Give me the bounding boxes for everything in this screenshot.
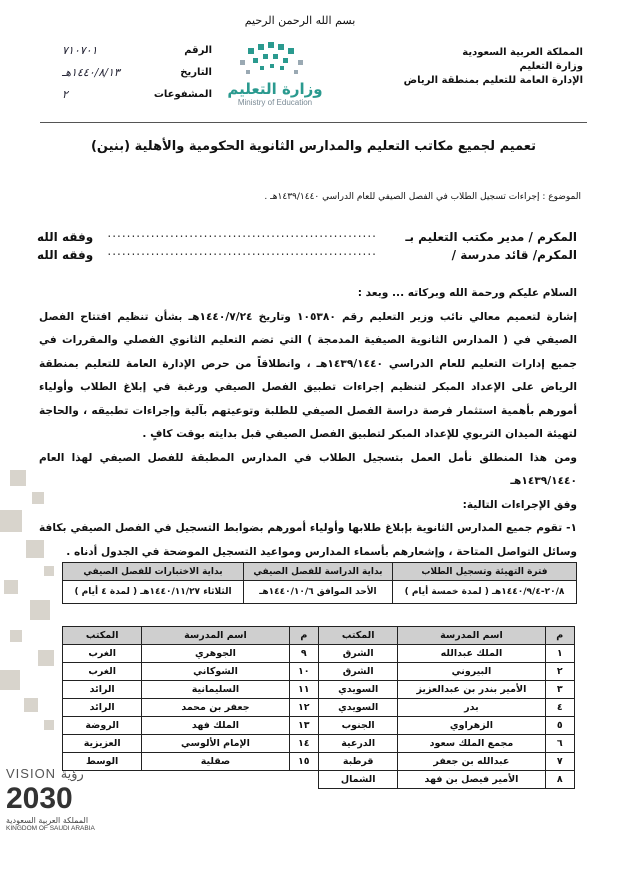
col-header: اسم المدرسة bbox=[398, 627, 545, 645]
table-cell: ١٠ bbox=[289, 663, 318, 681]
salutation-2-bless: وفقه الله bbox=[37, 248, 94, 262]
header-divider bbox=[40, 122, 587, 123]
salutation-2-dots: ........................................................ bbox=[107, 244, 377, 258]
schedule-cell: الثلاثاء ١٤٤٠/١١/٢٧هـ ( لمدة ٤ أيام ) bbox=[63, 581, 244, 604]
table-cell: الأمير فيصل بن فهد bbox=[398, 771, 545, 789]
table-cell: الإمام الألوسي bbox=[142, 735, 289, 753]
ref-label: الرقم bbox=[184, 45, 212, 56]
table-cell: ١٤ bbox=[289, 735, 318, 753]
table-cell: مجمع الملك سعود bbox=[398, 735, 545, 753]
header-right-block bbox=[383, 46, 583, 88]
table-cell: ٧ bbox=[545, 753, 574, 771]
table-cell: ٩ bbox=[289, 645, 318, 663]
subject-line: الموضوع : إجراءات تسجيل الطلاب في الفصل الصيفي للعام الدراسي ١٤٣٩/١٤٤٠هـ . bbox=[264, 192, 581, 202]
attachments-value: ٢ bbox=[62, 88, 68, 101]
table-cell: الشرق bbox=[319, 663, 398, 681]
col-header: المكتب bbox=[63, 627, 142, 645]
reference-block bbox=[62, 40, 212, 106]
schedule-header: فترة التهيئة وتسجيل الطلاب bbox=[392, 563, 576, 581]
schedule-header: بداية الاختبارات للفصل الصيفي bbox=[63, 563, 244, 581]
ministry-line: وزارة التعليم bbox=[519, 61, 583, 72]
table-cell: الجوهري bbox=[142, 645, 289, 663]
table-row bbox=[63, 681, 575, 699]
ref-value: ٧١٠٧٠١ bbox=[62, 44, 98, 57]
table-cell: عبدالله بن جعفر bbox=[398, 753, 545, 771]
date-label: التاريخ bbox=[180, 67, 212, 78]
kingdom-line: المملكة العربية السعودية bbox=[462, 47, 583, 58]
table-cell bbox=[142, 771, 289, 789]
ministry-logo-arabic: وزارة التعليم bbox=[227, 80, 323, 98]
table-cell: الملك فهد bbox=[142, 717, 289, 735]
salutation-1-dots: ........................................................ bbox=[107, 226, 377, 240]
table-cell: الوسط bbox=[63, 753, 142, 771]
col-header: م bbox=[545, 627, 574, 645]
table-cell: الزهراوي bbox=[398, 717, 545, 735]
table-row bbox=[63, 735, 575, 753]
table-cell: السويدي bbox=[319, 699, 398, 717]
table-cell: البيروني bbox=[398, 663, 545, 681]
schedule-cell: الأحد الموافق ١٤٤٠/١٠/٦هـ bbox=[243, 581, 392, 604]
table-cell: ١٣ bbox=[289, 717, 318, 735]
vision-title: VISION رؤية bbox=[6, 766, 84, 781]
table-cell: ١٥ bbox=[289, 753, 318, 771]
greeting: السلام عليكم ورحمة الله وبركاته ... وبعد : bbox=[357, 287, 577, 299]
table-cell: الرائد bbox=[63, 681, 142, 699]
table-cell: الشمال bbox=[319, 771, 398, 789]
table-row bbox=[63, 645, 575, 663]
vision-year: 2030 bbox=[6, 782, 73, 815]
table-cell: العزيزية bbox=[63, 735, 142, 753]
table-cell: ٢ bbox=[545, 663, 574, 681]
table-cell: ١١ bbox=[289, 681, 318, 699]
table-cell: الملك عبدالله bbox=[398, 645, 545, 663]
table-cell: الجنوب bbox=[319, 717, 398, 735]
table-cell: ٦ bbox=[545, 735, 574, 753]
vision-kingdom-en: KINGDOM OF SAUDI ARABIA bbox=[6, 825, 95, 832]
letter-body bbox=[39, 282, 577, 564]
schools-table bbox=[62, 626, 575, 789]
col-header: م bbox=[289, 627, 318, 645]
date-value: ١٤٤٠/٨/١٣هـ bbox=[62, 66, 120, 79]
table-cell: الشرق bbox=[319, 645, 398, 663]
table-cell bbox=[289, 771, 318, 789]
vision-kingdom-ar: المملكة العربية السعودية bbox=[6, 816, 89, 825]
table-cell: الشوكاني bbox=[142, 663, 289, 681]
schedule-cell: ٢٠/٨-١٤٤٠/٩/٤هـ ( لمدة خمسة أيام ) bbox=[392, 581, 576, 604]
paragraph-3: وفق الإجراءات التالية: bbox=[462, 498, 577, 511]
table-header-row bbox=[63, 627, 575, 645]
table-cell: الأمير بندر بن عبدالعزيز bbox=[398, 681, 545, 699]
table-cell: ٤ bbox=[545, 699, 574, 717]
salutation-1-bless: وفقه الله bbox=[37, 230, 94, 244]
ministry-logo-english: Ministry of Education bbox=[237, 98, 313, 107]
paragraph-4: ١- تقوم جميع المدارس الثانوية بإبلاغ طلابها وأولياء أمورهم بضوابط التسجيل في الفصل الصيفي بكافة وسائل التواصل المتاحة ، وإشعارهم بأسماء المدارس ومواعيد التسجيل الموضحة في الجدول أدناه . bbox=[39, 522, 577, 558]
table-cell: السويدي bbox=[319, 681, 398, 699]
basmala: بسم الله الرحمن الرحيم bbox=[244, 14, 356, 27]
table-cell: قرطبة bbox=[319, 753, 398, 771]
col-header: اسم المدرسة bbox=[142, 627, 289, 645]
table-row bbox=[63, 771, 575, 789]
table-cell: السليمانية bbox=[142, 681, 289, 699]
table-cell: ١٢ bbox=[289, 699, 318, 717]
table-cell: صقلية bbox=[142, 753, 289, 771]
schedule-header: بداية الدراسة للفصل الصيفي bbox=[243, 563, 392, 581]
table-cell: الرائد bbox=[63, 699, 142, 717]
table-cell: بدر bbox=[398, 699, 545, 717]
circular-title: تعميم لجميع مكاتب التعليم والمدارس الثانوية الحكومية والأهلية (بنين) bbox=[90, 139, 537, 154]
table-cell: ٣ bbox=[545, 681, 574, 699]
salutation-2-name: المكرم/ قائد مدرسة / bbox=[451, 248, 577, 262]
table-cell: جعفر بن محمد bbox=[142, 699, 289, 717]
paragraph-2: ومن هذا المنطلق نأمل العمل بتسجيل الطلاب في المدارس المطبقة للفصل الصيفي لهذا العام ١٤٣٩/١٤٤٠هـ bbox=[39, 451, 577, 487]
table-cell: الدرعية bbox=[319, 735, 398, 753]
table-row bbox=[63, 753, 575, 771]
table-cell: ٨ bbox=[545, 771, 574, 789]
table-cell: الروضة bbox=[63, 717, 142, 735]
table-cell: ١ bbox=[545, 645, 574, 663]
table-row bbox=[63, 663, 575, 681]
vision-2030-logo bbox=[6, 766, 116, 866]
table-cell: ٥ bbox=[545, 717, 574, 735]
table-row bbox=[63, 717, 575, 735]
col-header: المكتب bbox=[319, 627, 398, 645]
schedule-table bbox=[62, 562, 577, 604]
table-cell: الغرب bbox=[63, 663, 142, 681]
paragraph-1: إشارة لتعميم معالي نائب وزير التعليم رقم ١٠٥٣٨٠ وتاريخ ١٤٤٠/٧/٢٤هـ بشأن تنظيم افتتاح الفصل الصيفي في ( المدارس الثانوية الصيفية المدمجة ) التي تضم التعليم الثانوي الفصلي والمقررات في جميع إدارات التعليم للعام الدراسي ١٤٣٩/١٤٤٠هـ ، وانطلاقاً من حرص الإدارة العامة للتعليم بمنطقة الرياض على الإعداد المبكر لتنظيم إجراءات تطبيق الفصل الصيفي ورغبة في إبلاغ الطلاب وأولياء أمورهم بأهمية استثمار فرصة دراسة الفصل الصيفي للطلبة وتوعيتهم بآلية وإجراءات تطبيقه ، والحاجة لتهيئة الميدان التربوي للإعداد المبكر لتطبيق الفصل الصيفي قبل بدايته بوقت كافٍ . bbox=[39, 310, 577, 440]
attachments-label: المشفوعات bbox=[153, 89, 212, 100]
table-cell: الغرب bbox=[63, 645, 142, 663]
directorate-line: الإدارة العامة للتعليم بمنطقة الرياض bbox=[403, 75, 583, 86]
table-row bbox=[63, 699, 575, 717]
salutation-1-name: المكرم / مدير مكتب التعليم بـ bbox=[405, 230, 577, 244]
